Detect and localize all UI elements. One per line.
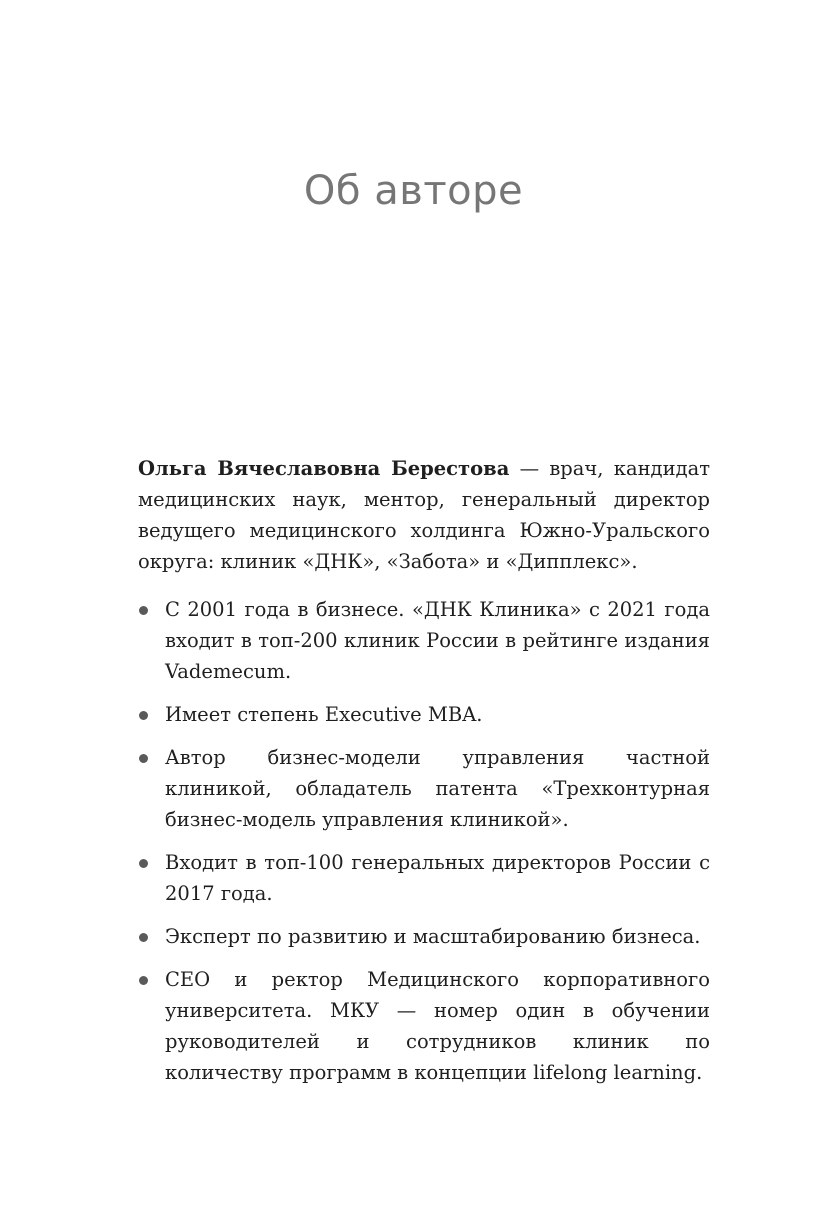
list-item-text: Автор бизнес-модели управления частной клиникой, обладатель патента «Трехконтурная бизнес-модель управления клиникой». <box>165 746 710 831</box>
list-item-text: Входит в топ-100 генеральных директоров России с 2017 года. <box>165 851 710 905</box>
list-item-text: CEO и ректор Медицинского корпоративного университета. МКУ — номер один в обучении руководителей и сотрудников клиник по количеству программ в концепции lifelong learning. <box>165 968 710 1084</box>
list-item-text: Эксперт по развитию и масштабированию бизнеса. <box>165 925 701 948</box>
list-item <box>138 964 710 1088</box>
bullet-icon <box>139 711 148 720</box>
author-name: Ольга Вячеславовна Берестова <box>138 457 510 480</box>
bullet-icon <box>139 976 148 985</box>
list-item <box>138 921 710 952</box>
author-description: — врач, кандидат медицинских наук, ментор, генеральный директор ведущего медицинского холдинга Южно-Уральского округа: клиник «ДНК», «Забота» и «Дипплекс». <box>138 457 710 573</box>
list-item <box>138 742 710 835</box>
list-item <box>138 847 710 909</box>
page-title: Об авторе <box>303 168 524 214</box>
about-author-section <box>138 453 710 1100</box>
author-intro <box>138 453 710 577</box>
list-item-text: С 2001 года в бизнесе. «ДНК Клиника» с 2021 года входит в топ-200 клиник России в рейтинге издания Vademecum. <box>165 598 710 683</box>
bullet-icon <box>139 859 148 868</box>
list-item <box>138 594 710 687</box>
achievements-list <box>138 594 710 1088</box>
bullet-icon <box>139 933 148 942</box>
list-item <box>138 699 710 730</box>
list-item-text: Имеет степень Executive MBA. <box>165 703 483 726</box>
bullet-icon <box>139 754 148 763</box>
bullet-icon <box>139 606 148 615</box>
